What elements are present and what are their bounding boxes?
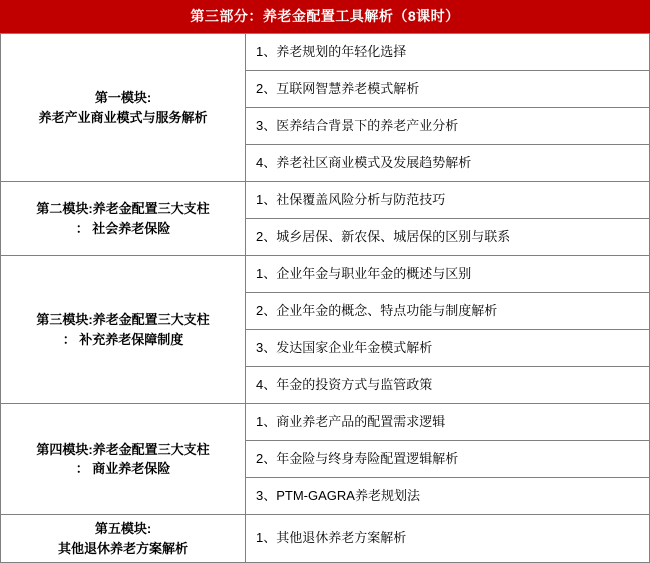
module-cell-3 — [1, 256, 246, 404]
topic-cell: 2、年金险与终身寿险配置逻辑解析 — [246, 441, 650, 478]
topic-cell: 2、互联网智慧养老模式解析 — [246, 71, 650, 108]
module-title-line: ： 社会养老保险 — [75, 220, 171, 236]
topic-cell: 1、企业年金与职业年金的概述与区别 — [246, 256, 650, 293]
topic-cell: 2、企业年金的概念、特点功能与制度解析 — [246, 293, 650, 330]
topic-cell: 3、PTM-GAGRA养老规划法 — [246, 478, 650, 515]
course-modules-table — [0, 33, 650, 563]
module-title-line: 第五模块: — [94, 521, 152, 536]
topic-cell: 4、年金的投资方式与监管政策 — [246, 367, 650, 404]
module-cell-1 — [1, 34, 246, 182]
module-title-line: 第二模块:养老金配置三大支柱 — [36, 201, 210, 216]
table-row — [1, 404, 650, 441]
topic-cell: 1、社保覆盖风险分析与防范技巧 — [246, 182, 650, 219]
module-title-line: ： 补充养老保障制度 — [62, 331, 184, 347]
topic-cell: 4、养老社区商业模式及发展趋势解析 — [246, 145, 650, 182]
topic-cell: 1、商业养老产品的配置需求逻辑 — [246, 404, 650, 441]
module-title-line: 其他退休养老方案解析 — [57, 540, 188, 556]
module-cell-5 — [1, 515, 246, 563]
topic-cell: 3、医养结合背景下的养老产业分析 — [246, 108, 650, 145]
page-title: 第三部分：养老金配置工具解析（8课时） — [0, 0, 650, 33]
module-title-line: ： 商业养老保险 — [75, 461, 171, 476]
topic-cell: 2、城乡居保、新农保、城居保的区别与联系 — [246, 219, 650, 256]
module-cell-2 — [1, 182, 246, 256]
module-title-line: 第四模块:养老金配置三大支柱 — [36, 441, 210, 457]
module-title-line: 养老产业商业模式与服务解析 — [38, 109, 208, 125]
module-title-line: 第三模块:养老金配置三大支柱 — [36, 312, 210, 327]
table-row — [1, 256, 650, 293]
topic-cell: 1、其他退休养老方案解析 — [246, 515, 650, 563]
table-row — [1, 182, 650, 219]
module-title-line: 第一模块: — [94, 90, 152, 105]
topic-cell: 1、养老规划的年轻化选择 — [246, 34, 650, 71]
table-row — [1, 515, 650, 563]
table-row — [1, 34, 650, 71]
module-cell-4 — [1, 404, 246, 515]
topic-cell: 3、发达国家企业年金模式解析 — [246, 330, 650, 367]
